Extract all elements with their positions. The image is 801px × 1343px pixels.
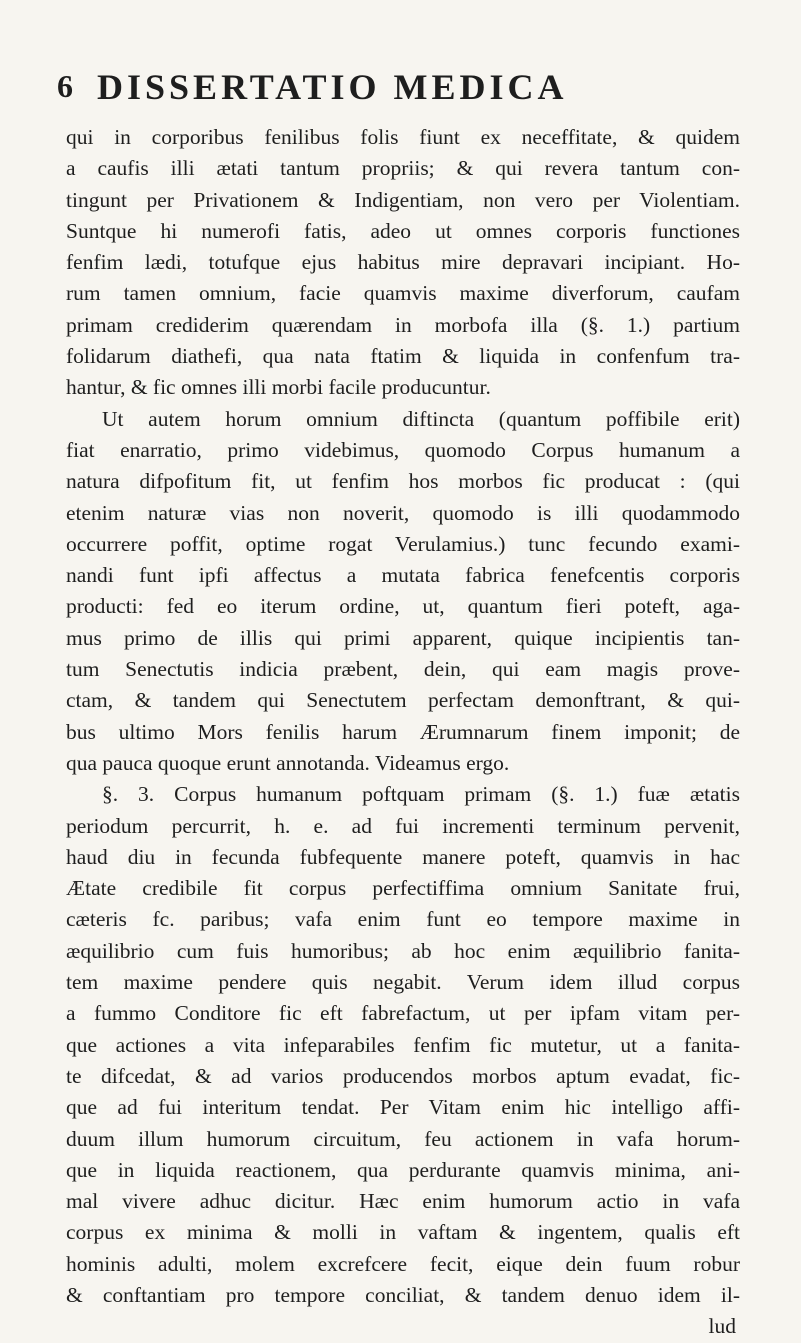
text-line: Ut autem horum omnium diftincta (quantum poffibile erit) bbox=[102, 406, 740, 431]
text-line: tum Senectutis indicia præbent, dein, qui eam magis prove- bbox=[66, 657, 740, 682]
text-line: æquilibrio cum fuis humoribus; ab hoc enim æquilibrio fanita- bbox=[66, 938, 740, 963]
text-line: corpus ex minima & molli in vaftam & ingentem, qualis eft bbox=[66, 1220, 740, 1245]
text-line: tingunt per Privationem & Indigentiam, non vero per Violentiam. bbox=[66, 187, 740, 212]
body-text bbox=[66, 122, 740, 1343]
text-line: producti: fed eo iterum ordine, ut, quantum fieri poteft, aga- bbox=[66, 594, 740, 619]
text-line: duum illum humorum circuitum, feu actionem in vafa horum- bbox=[66, 1126, 740, 1151]
text-line: hominis adulti, molem excrefcere fecit, eique dein fuum robur bbox=[66, 1251, 740, 1276]
page-number: 6 bbox=[57, 68, 74, 104]
text-line: cæteris fc. paribus; vafa enim funt eo tempore maxime in bbox=[66, 907, 740, 932]
text-line: fenfim lædi, totufque ejus habitus mire depravari incipiant. Ho- bbox=[66, 250, 740, 275]
text-line: occurrere poffit, optime rogat Verulamius.) tunc fecundo exami- bbox=[66, 531, 740, 556]
page-header bbox=[57, 62, 747, 107]
text-line: fiat enarratio, primo videbimus, quomodo Corpus humanum a bbox=[66, 437, 740, 462]
text-line: nandi funt ipfi affectus a mutata fabrica fenefcentis corporis bbox=[66, 563, 740, 588]
running-head: DISSERTATIO MEDICA bbox=[97, 67, 568, 107]
text-line: Ætate credibile fit corpus perfectiffima omnium Sanitate frui, bbox=[66, 876, 740, 901]
text-line: natura difpofitum fit, ut fenfim hos morbos fic producat : (qui bbox=[66, 469, 740, 494]
text-line: mus primo de illis qui primi apparent, quique incipientis tan- bbox=[66, 625, 740, 650]
text-line: & conftantiam pro tempore conciliat, & tandem denuo idem il- bbox=[66, 1282, 740, 1307]
text-line: Suntque hi numerofi fatis, adeo ut omnes corporis functiones bbox=[66, 218, 740, 243]
text-line: hantur, & fic omnes illi morbi facile producuntur. bbox=[66, 375, 491, 400]
text-line: qui in corporibus fenilibus folis fiunt ex neceffitate, & quidem bbox=[66, 125, 740, 149]
text-line: a fummo Conditore fic eft fabrefactum, ut per ipfam vitam per- bbox=[66, 1001, 740, 1026]
text-line: que in liquida reactionem, qua perdurante quamvis minima, ani- bbox=[66, 1157, 740, 1182]
text-line: mal vivere adhuc dicitur. Hæc enim humorum actio in vafa bbox=[66, 1189, 740, 1214]
text-line: te difcedat, & ad varios producendos morbos aptum evadat, fic- bbox=[66, 1063, 740, 1088]
text-line: qua pauca quoque erunt annotanda. Videamus ergo. bbox=[66, 750, 510, 775]
text-line: que actiones a vita infeparabiles fenfim fic mutetur, ut a fanita- bbox=[66, 1032, 740, 1057]
text-line: §. 3. Corpus humanum poftquam primam (§. 1.) fuæ ætatis bbox=[102, 782, 740, 807]
text-line: tem maxime pendere quis negabit. Verum idem illud corpus bbox=[66, 970, 740, 995]
text-line: primam crediderim quærendam in morbofa illa (§. 1.) partium bbox=[66, 312, 740, 337]
text-line: que ad fui interitum tendat. Per Vitam enim hic intelligo affi- bbox=[66, 1095, 740, 1120]
text-line: folidarum diathefi, qua nata ftatim & liquida in confenfum tra- bbox=[66, 344, 740, 369]
text-line: rum tamen omnium, facie quamvis maxime diverforum, caufam bbox=[66, 281, 740, 306]
text-line: a caufis illi ætati tantum propriis; & qui revera tantum con- bbox=[66, 156, 740, 181]
text-line: haud diu in fecunda fubfequente manere poteft, quamvis in hac bbox=[66, 844, 740, 869]
text-line: periodum percurrit, h. e. ad fui incrementi terminum pervenit, bbox=[66, 813, 740, 838]
catchword: lud bbox=[708, 1314, 736, 1339]
text-line: bus ultimo Mors fenilis harum Ærumnarum finem imponit; de bbox=[66, 719, 740, 744]
text-line: etenim naturæ vias non noverit, quomodo is illi quodammodo bbox=[66, 500, 740, 525]
text-line: ctam, & tandem qui Senectutem perfectam demonftrant, & qui- bbox=[66, 688, 740, 713]
